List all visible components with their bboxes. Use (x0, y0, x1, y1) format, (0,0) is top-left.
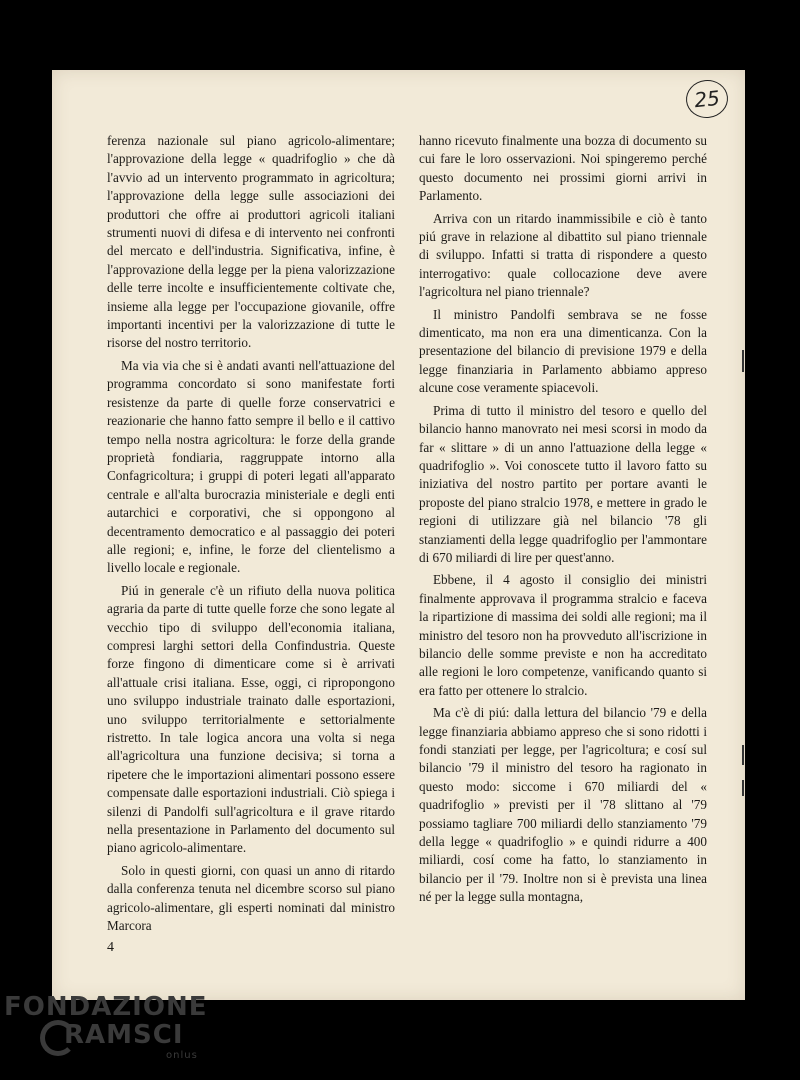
edge-mark (742, 780, 744, 796)
paragraph: Arriva con un ritardo inammissibile e ciò è tanto piú grave in relazione al dibattito sul piano triennale di sviluppo. Infatti si tratta di rispondere a questo interrogativo: quale collocazione deve avere l'agricoltura nel piano triennale? (419, 210, 707, 300)
edge-mark (742, 745, 744, 765)
right-text-column (419, 132, 707, 911)
paragraph: Ma via via che si è andati avanti nell'attuazione del programma concordato si sono manifestate forti resistenze da parte di quelle forze conservatrici e reazionarie che hanno fatto sempre il bello e il cattivo tempo nella nostra agricoltura: le forze della grande proprietà fondiaria, raggruppate intorno alla Confagricoltura; i gruppi di poteri legati all'apparato centrale e all'alta burocrazia ministeriale e degli enti autarchici e corporativi, che si oppongono al decentramento democratico e al passaggio dei poteri alle regioni; e, infine, le forze del clientelismo a livello locale e regionale. (107, 357, 395, 576)
paragraph: ferenza nazionale sul piano agricolo-alimentare; l'approvazione della legge « quadrifoglio » che dà l'avvio ad un intervento programmato in agricoltura; l'approvazione della legge sulle associazioni dei produttori che offre ai produttori agricoli italiani strumenti nuovi di difesa e di intervento nei confronti del mercato e dell'industria. Significativa, infine, è l'approvazione della legge per la piena valorizzazione delle terre incolte e insufficientemente coltivate che, insieme alla legge per l'occupazione giovanile, offre importanti incentivi per la valorizzazione di tutte le risorse del nostro territorio. (107, 133, 395, 351)
page-number: 4 (107, 940, 114, 955)
paragraph: Solo in questi giorni, con quasi un anno di ritardo dalla conferenza tenuta nel dicembre scorso sul piano agricolo-alimentare, gli esperti nominati dal ministro Marcora (107, 862, 395, 934)
paragraph: Il ministro Pandolfi sembrava se ne fosse dimenticato, ma non era una dimenticanza. Con la presentazione del bilancio di previsione 1979 e della legge finanziaria in Parlamento abbiamo appreso alcune cose veramente spiacevoli. (419, 306, 707, 396)
paragraph: Prima di tutto il ministro del tesoro e quello del bilancio hanno manovrato nei mesi scorsi in modo da far « slittare » di un anno l'attuazione della legge « quadrifoglio ». Voi conoscete tutto il lavoro fatto su iniziativa del nostro partito per portare avanti le proposte del piano stralcio 1978, e mettere in grado le regioni di utilizzare già nel bilancio '78 gli stanziamenti della legge quadrifoglio per l'ammontare di 670 miliardi di lire per quest'anno. (419, 402, 707, 565)
watermark-line-2: RAMSCI (64, 1020, 184, 1050)
paragraph: Ebbene, il 4 agosto il consiglio dei ministri finalmente approvava il programma stralcio e faceva la ripartizione di massima dei soldi alle regioni; ma il ministro del tesoro non ha provveduto all'iscrizione in bilancio delle somme previste e non ha accreditato alle regioni le loro competenze, vanificando quanto si era fatto per ottenere lo stralcio. (419, 572, 707, 698)
fondazione-gramsci-watermark (4, 990, 208, 1070)
watermark-line-3: onlus (166, 1050, 198, 1061)
left-text-column (107, 132, 395, 939)
handwritten-page-annotation: 25 (684, 78, 730, 120)
watermark-line-1: FONDAZIONE (4, 992, 208, 1022)
paragraph: hanno ricevuto finalmente una bozza di documento su cui fare le loro osservazioni. Noi spingeremo perché questo documento nei prossimi giorni arrivi in Parlamento. (419, 133, 707, 204)
paragraph: Piú in generale c'è un rifiuto della nuova politica agraria da parte di tutte quelle forze che sono legate al vecchio tipo di sviluppo dell'economia italiana, compresi larghi settori della Confindustria. Queste forze fingono di dimenticare come si è arrivati all'attuale crisi italiana. Esse, oggi, ci ripropongono uno sviluppo industriale trainato dalle esportazioni, uno sviluppo territorialmente e settorialmente ristretto. In tale logica ancora una volta si nega all'agricoltura una funzione decisiva; si torna a ripetere che le importazioni alimentari possono essere compensate dalle esportazioni industriali. Ciò spiega i silenzi di Pandolfi sull'agricoltura e il grave ritardo nella presentazione in Parlamento del documento sul piano agricolo-alimentare. (107, 582, 395, 856)
paragraph: Ma c'è di piú: dalla lettura del bilancio '79 e della legge finanziaria abbiamo appreso che si sono ridotti i fondi stanziati per legge, per l'agricoltura; e cosí sul bilancio '79 il ministro del tesoro ha ragionato in questo modo: siccome i 670 miliardi del « quadrifoglio » previsti per il '78 slittano al '79 possiamo tagliare 700 miliardi dello stanziamento '79 della legge « quadrifoglio » e quindi ridurre a 400 miliardi, cosí come ha fatto, lo stanziamento in bilancio per il '79. Inoltre non si è prevista una linea né per la legge sulla montagna, (419, 705, 707, 905)
edge-mark (742, 350, 744, 372)
